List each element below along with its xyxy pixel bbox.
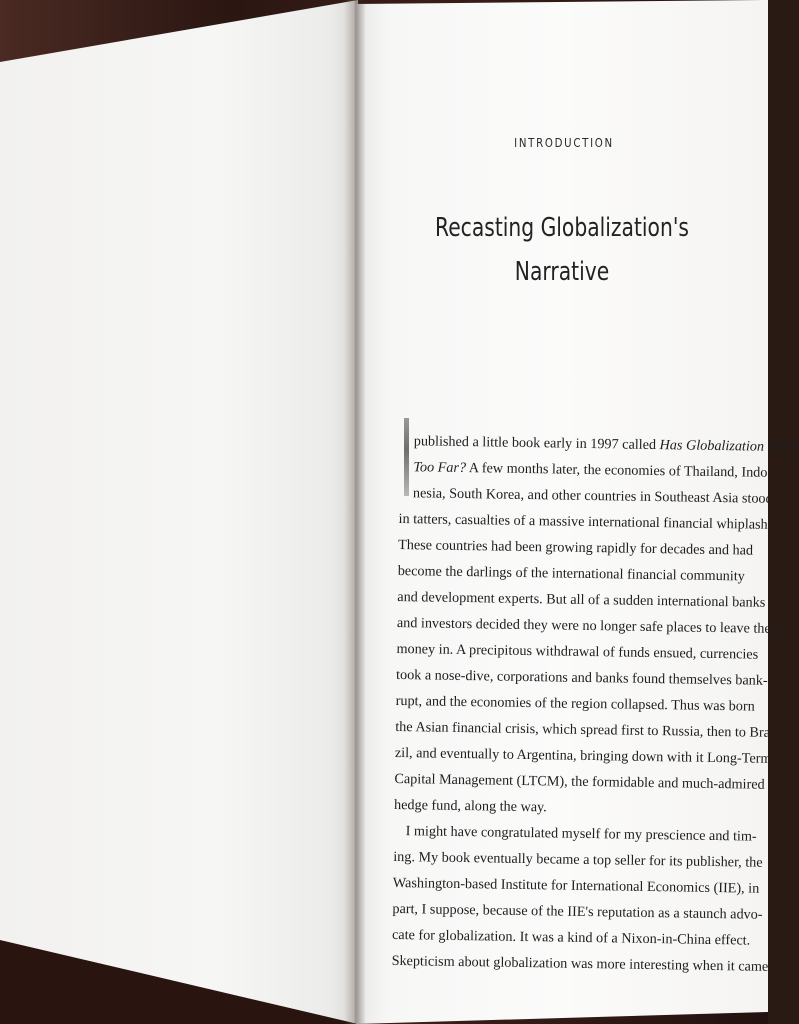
chapter-title-line-2: Narrative [514, 257, 610, 287]
italic-book-title: Too Far? [413, 459, 467, 477]
chapter-title [401, 206, 722, 294]
text-line: hedge fund, along the way. [393, 796, 547, 816]
text-line: part, I suppose, because of the IIE's reputation as a staunch advo- [392, 900, 763, 923]
text-line: in tatters, casualties of a massive international financial whiplash. [398, 510, 772, 533]
text-segment: published a little book early in 1997 called [413, 433, 657, 454]
text-line: cate for globalization. It was a kind of a Nixon-in-China effect. [391, 926, 751, 949]
text-line: ing. My book eventually became a top seller for its publisher, the [393, 848, 763, 871]
text-line: nesia, South Korea, and other countries in Southeast Asia stood [412, 485, 773, 507]
italic-book-title: Has Globalization Gone [659, 437, 799, 456]
text-line: and investors decided they were no longer safe places to leave their [396, 614, 780, 637]
text-segment: A few months later, the economies of Thailand, Indo- [465, 460, 773, 481]
paragraph-2 [391, 818, 769, 979]
book-gutter [344, 0, 366, 1024]
body-text [391, 428, 799, 979]
text-line: money in. A precipitous withdrawal of funds ensued, currencies [396, 640, 759, 663]
text-line: Washington-based Institute for International Economics (IIE), in [392, 874, 760, 897]
text-line: rupt, and the economies of the region collapsed. Thus was born [395, 692, 755, 715]
text-line: the Asian financial crisis, which spread first to Russia, then to Bra- [395, 718, 775, 741]
left-page-blank [0, 0, 358, 1024]
text-line: zil, and eventually to Argentina, bringing down with it Long-Term [394, 744, 772, 767]
chapter-label: INTRODUCTION [514, 136, 614, 150]
text-line: These countries had been growing rapidly for decades and had [398, 536, 754, 559]
text-line: I might have congratulated myself for my prescience and tim- [405, 823, 757, 845]
paragraph-1 [393, 428, 799, 823]
text-line: become the darlings of the international financial community [397, 562, 745, 585]
text-line: Skepticism about globalization was more interesting when it came [391, 952, 769, 975]
chapter-title-line-1: Recasting Globalization's [435, 213, 689, 243]
text-line: and development experts. But all of a sudden international banks [397, 588, 766, 611]
text-line: took a nose-dive, corporations and banks found themselves bank- [395, 666, 768, 689]
text-line: Capital Management (LTCM), the formidable and much-admired [394, 770, 765, 793]
